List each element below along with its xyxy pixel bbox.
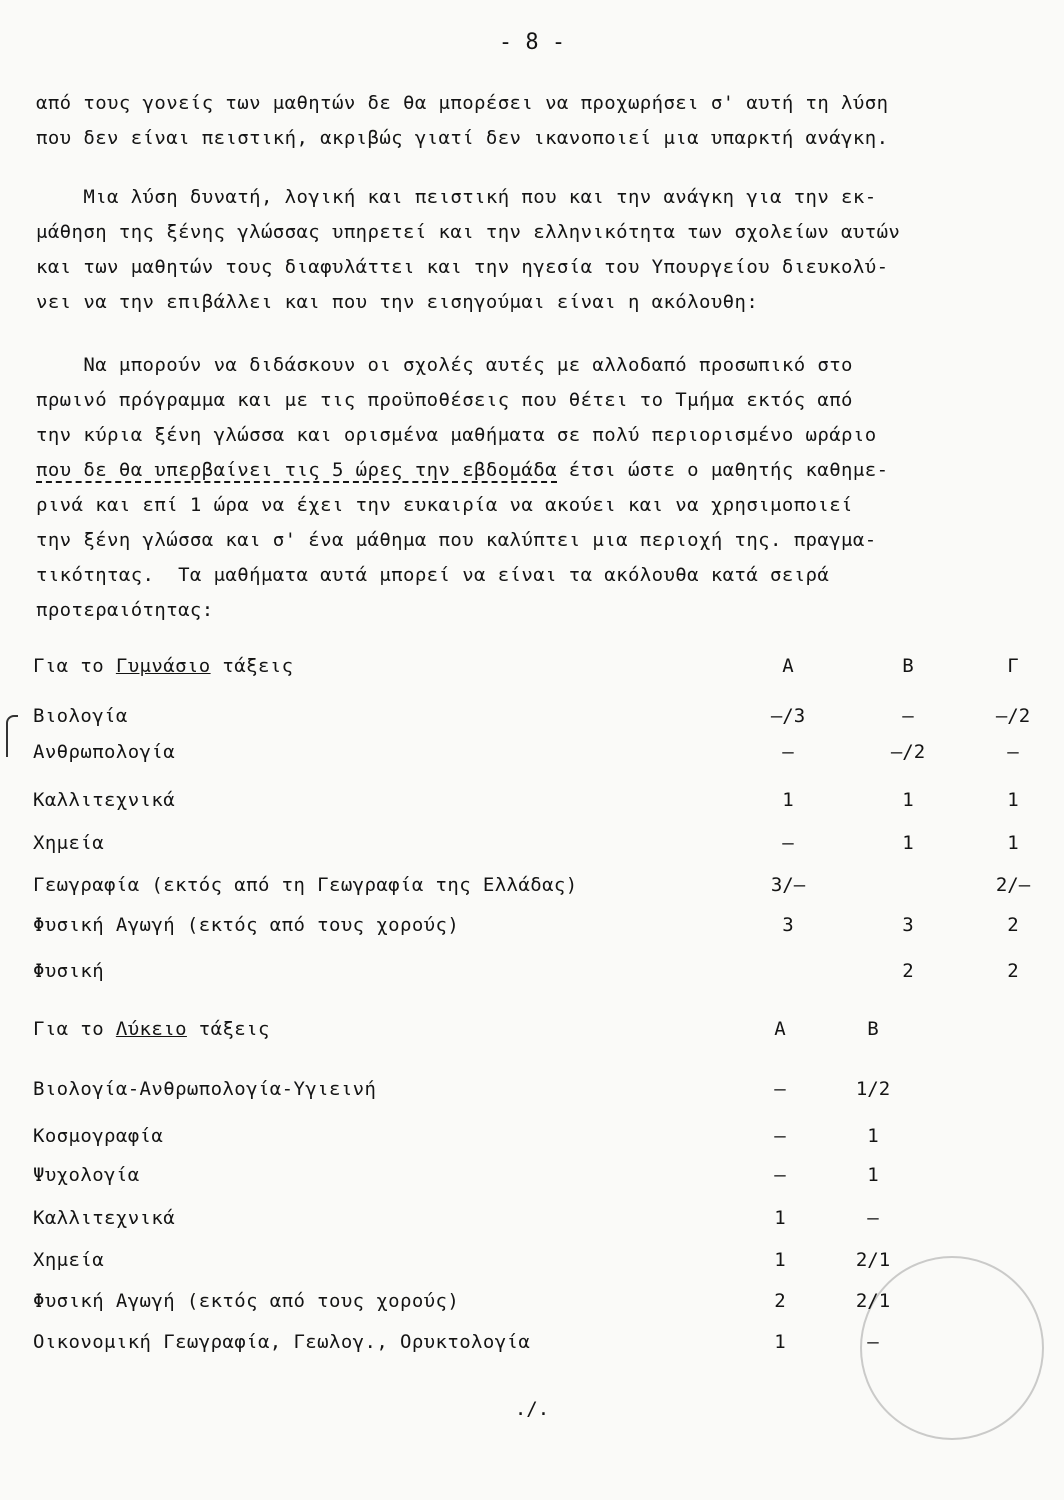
paragraph-line xyxy=(36,459,888,481)
subject: Γεωγραφία (εκτός από τη Γεωγραφία της Ελλάδας) xyxy=(33,874,578,896)
subject: Χημεία xyxy=(33,1249,105,1271)
table-row xyxy=(33,1164,1043,1192)
hours-a: 1 xyxy=(774,1207,786,1229)
column-header-b: Β xyxy=(902,655,914,677)
hours-a: 2 xyxy=(774,1290,786,1312)
paragraph-line: από τους γονείς των μαθητών δε θα μπορέσει να προχωρήσει σ' αυτή τη λύση xyxy=(36,92,889,114)
paragraph-line: ρινά και επί 1 ώρα να έχει την ευκαιρία να ακούει και να χρησιμοποιεί xyxy=(36,494,853,516)
hours-a: 1 xyxy=(774,1331,786,1353)
hours-b: – xyxy=(902,705,914,727)
hours-c: 2 xyxy=(1007,914,1019,936)
hours-a: 1 xyxy=(774,1249,786,1271)
hours-a: – xyxy=(774,1164,786,1186)
hours-a: 3/– xyxy=(770,874,806,896)
hours-a: – xyxy=(774,1078,786,1100)
subject: Φυσική Αγωγή (εκτός από τους χορούς) xyxy=(33,914,460,936)
subject: Φυσική xyxy=(33,960,105,982)
hours-a: – xyxy=(782,832,794,854)
hours-c: 2/– xyxy=(995,874,1031,896)
column-header-a: Α xyxy=(774,1018,786,1040)
table-row xyxy=(33,914,1043,942)
hours-b: 2 xyxy=(902,960,914,982)
hours-b: 2/1 xyxy=(855,1249,891,1271)
subject: Οικονομική Γεωγραφία, Γεωλογ., Ορυκτολογία xyxy=(33,1331,531,1353)
table-row xyxy=(33,1125,1043,1153)
hours-b: 1 xyxy=(867,1164,879,1186)
paragraph-line: νει να την επιβάλλει και που την εισηγούμαι είναι η ακόλουθη: xyxy=(36,291,759,313)
table-row xyxy=(33,741,1043,769)
heading-prefix: Για το xyxy=(33,655,116,677)
school-name: Λύκειο xyxy=(115,1018,187,1040)
lykeio-heading xyxy=(33,1018,1043,1046)
gymnasio-heading xyxy=(33,655,1043,683)
hours-c: 1 xyxy=(1007,789,1019,811)
heading-prefix: Για το xyxy=(33,1018,116,1040)
page-number: - 8 - xyxy=(498,30,566,55)
heading-suffix: τάξεις xyxy=(186,1018,270,1040)
school-name: Γυμνάσιο xyxy=(115,655,211,677)
column-header-c: Γ xyxy=(1007,655,1019,677)
continuation-mark: ./. xyxy=(514,1398,550,1420)
subject: Βιολογία-Ανθρωπολογία-Υγιεινή xyxy=(33,1078,377,1100)
table-row xyxy=(33,1331,1043,1359)
hours-c: 2 xyxy=(1007,960,1019,982)
hours-a: 1 xyxy=(782,789,794,811)
underlined-phrase: που δε θα υπερβαίνει τις 5 ώρες την εβδομάδα xyxy=(36,459,557,481)
table-row xyxy=(33,789,1043,817)
table-row xyxy=(33,874,1043,902)
paragraph-line: μάθηση της ξένης γλώσσας υπηρετεί και την ελληνικότητα των σχολείων αυτών xyxy=(36,221,901,243)
hours-c: 1 xyxy=(1007,832,1019,854)
hours-b: 2/1 xyxy=(855,1290,891,1312)
subject: Χημεία xyxy=(33,832,105,854)
paragraph-line: Μια λύση δυνατή, λογική και πειστική που και την ανάγκη για την εκ- xyxy=(36,186,877,208)
hours-a: – xyxy=(774,1125,786,1147)
paragraph-line: πρωινό πρόγραμμα και με τις προϋποθέσεις που θέτει το Τμήμα εκτός από xyxy=(36,389,853,411)
hours-b: 1 xyxy=(902,789,914,811)
hours-a: – xyxy=(782,741,794,763)
table-row xyxy=(33,1249,1043,1277)
paragraph-line: την ξένη γλώσσα και σ' ένα μάθημα που καλύπτει μια περιοχή της. πραγμα- xyxy=(36,529,877,551)
subject: Καλλιτεχνικά xyxy=(33,1207,176,1229)
table-row xyxy=(33,1207,1043,1235)
subject: Ψυχολογία xyxy=(33,1164,140,1186)
subject: Ανθρωπολογία xyxy=(33,741,176,763)
heading-suffix: τάξεις xyxy=(210,655,294,677)
hours-b: – xyxy=(867,1207,879,1229)
subject: Φυσική Αγωγή (εκτός από τους χορούς) xyxy=(33,1290,460,1312)
hours-a: 3 xyxy=(782,914,794,936)
table-row xyxy=(33,1078,1043,1106)
paragraph-line: την κύρια ξένη γλώσσα και ορισμένα μαθήματα σε πολύ περιορισμένο ωράριο xyxy=(36,424,877,446)
line-rest: έτσι ώστε ο μαθητής καθημε- xyxy=(556,459,889,481)
hours-c: –/2 xyxy=(995,705,1031,727)
hours-b: 1 xyxy=(867,1125,879,1147)
margin-bracket-mark xyxy=(6,715,18,757)
table-row xyxy=(33,1290,1043,1318)
hours-a: –/3 xyxy=(770,705,806,727)
subject: Κοσμογραφία xyxy=(33,1125,164,1147)
hours-b: 1/2 xyxy=(855,1078,891,1100)
table-row xyxy=(33,705,1043,733)
paragraph-line: τικότητας. Τα μαθήματα αυτά μπορεί να είναι τα ακόλουθα κατά σειρά xyxy=(36,564,830,586)
paragraph-line: προτεραιότητας: xyxy=(36,599,214,621)
hours-b: –/2 xyxy=(890,741,926,763)
column-header-a: Α xyxy=(782,655,794,677)
hours-b: 3 xyxy=(902,914,914,936)
subject: Καλλιτεχνικά xyxy=(33,789,176,811)
hours-b: – xyxy=(867,1331,879,1353)
paragraph-line: Να μπορούν να διδάσκουν οι σχολές αυτές με αλλοδαπό προσωπικό στο xyxy=(36,354,853,376)
subject: Βιολογία xyxy=(33,705,128,727)
column-header-b: Β xyxy=(867,1018,879,1040)
table-row xyxy=(33,960,1043,988)
hours-b: 1 xyxy=(902,832,914,854)
hours-c: – xyxy=(1007,741,1019,763)
paragraph-line: και των μαθητών τους διαφυλάττει και την ηγεσία του Υπουργείου διευκολύ- xyxy=(36,256,889,278)
paragraph-line: που δεν είναι πειστική, ακριβώς γιατί δεν ικανοποιεί μια υπαρκτή ανάγκη. xyxy=(36,127,889,149)
table-row xyxy=(33,832,1043,860)
